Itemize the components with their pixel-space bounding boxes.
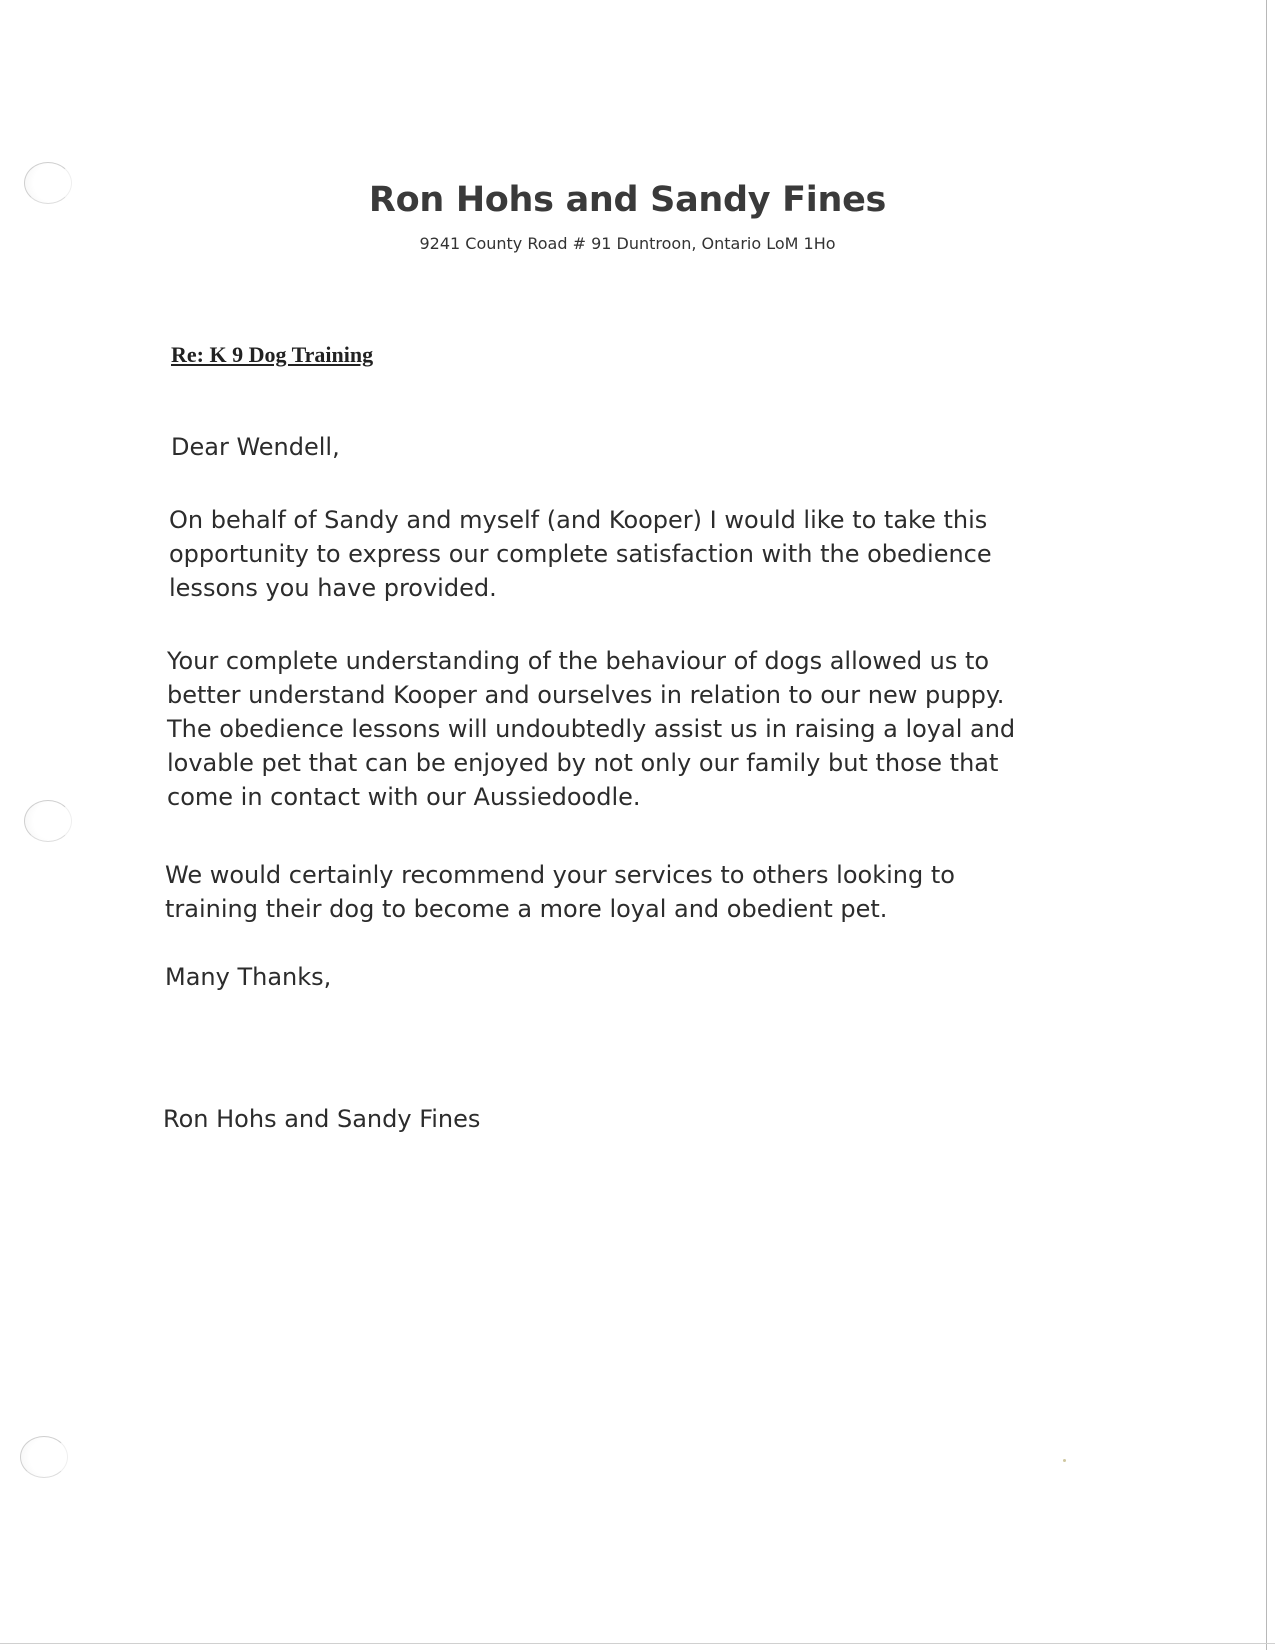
paper-speck — [1063, 1459, 1066, 1462]
paragraph-line: lovable pet that can be enjoyed by not only our family but those that — [167, 749, 999, 777]
subject-line: Re: K 9 Dog Training — [171, 342, 374, 367]
paragraph-line: training their dog to become a more loyal and obedient pet. — [165, 895, 888, 923]
paragraph-line: better understand Kooper and ourselves in relation to our new puppy. — [167, 681, 1005, 709]
paragraph-1 — [169, 503, 992, 605]
letterhead-address: 9241 County Road # 91 Duntroon, Ontario LoM 1Ho — [419, 234, 836, 253]
letterhead-name: Ron Hohs and Sandy Fines — [368, 180, 887, 220]
salutation: Dear Wendell, — [171, 433, 340, 461]
paragraph-line: opportunity to express our complete satisfaction with the obedience — [169, 540, 992, 568]
closing: Many Thanks, — [165, 963, 332, 991]
paragraph-3 — [165, 858, 955, 926]
page-edge-right — [1266, 0, 1267, 1650]
paragraph-line: lessons you have provided. — [169, 574, 497, 602]
page-edge-bottom — [0, 1643, 1275, 1644]
paragraph-2 — [167, 644, 1015, 814]
paragraph-line: The obedience lessons will undoubtedly assist us in raising a loyal and — [167, 715, 1016, 743]
paragraph-line: Your complete understanding of the behaviour of dogs allowed us to — [167, 647, 990, 675]
punch-hole-bottom — [20, 1436, 68, 1478]
paragraph-line: On behalf of Sandy and myself (and Kooper) I would like to take this — [169, 506, 988, 534]
paragraph-line: We would certainly recommend your services to others looking to — [165, 861, 955, 889]
punch-hole-middle — [24, 800, 72, 842]
paragraph-line: come in contact with our Aussiedoodle. — [167, 783, 641, 811]
signature: Ron Hohs and Sandy Fines — [163, 1105, 481, 1133]
